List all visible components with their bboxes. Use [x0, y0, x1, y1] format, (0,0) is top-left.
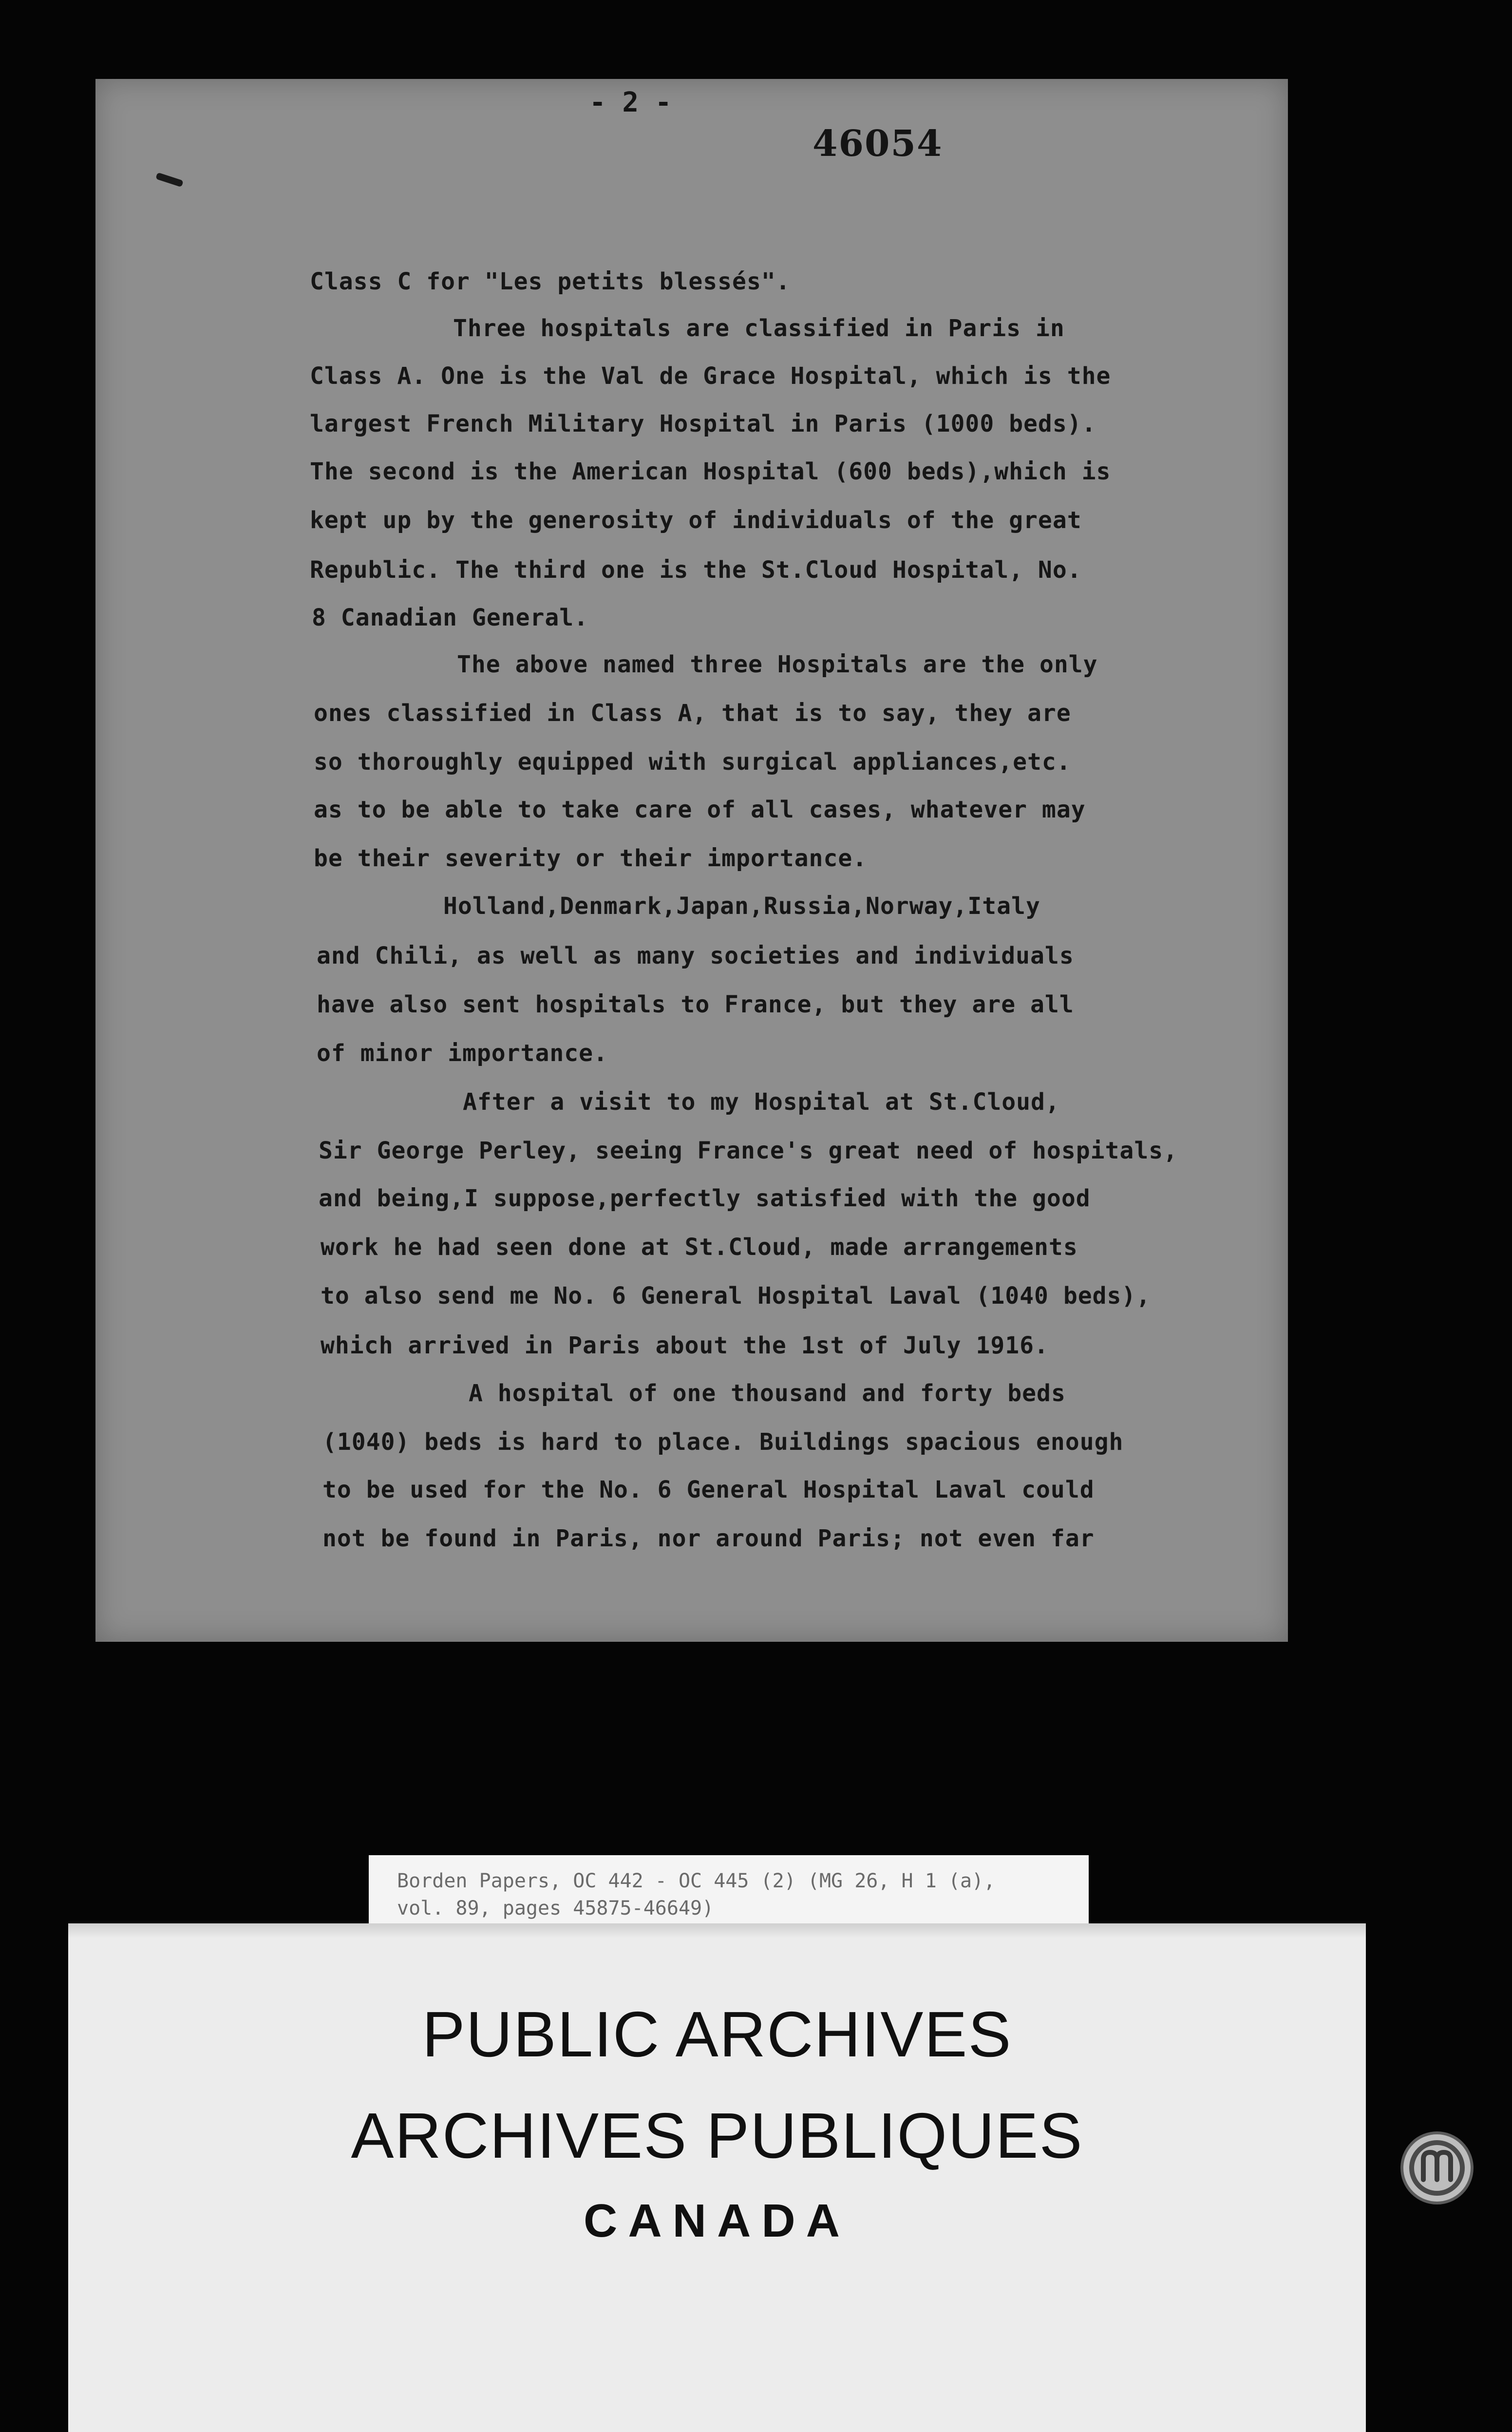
- typed-line: Sir George Perley, seeing France's great need of hospitals,: [319, 1137, 1178, 1164]
- typed-line: be their severity or their importance.: [314, 845, 868, 872]
- typed-line: The above named three Hospitals are the only: [457, 651, 1098, 678]
- archive-heading-french: ARCHIVES PUBLIQUES: [351, 2100, 1083, 2171]
- typed-line: which arrived in Paris about the 1st of July 1916.: [321, 1332, 1049, 1359]
- typed-line: work he had seen done at St.Cloud, made arrangements: [321, 1234, 1078, 1261]
- typed-line: A hospital of one thousand and forty beds: [469, 1380, 1066, 1407]
- archives-seal-icon: [1398, 2129, 1476, 2207]
- folio-number: 46054: [813, 123, 943, 165]
- typed-line: Republic. The third one is the St.Cloud Hospital, No.: [310, 556, 1082, 584]
- typed-line: 8 Canadian General.: [312, 604, 589, 631]
- typed-line: as to be able to take care of all cases, whatever may: [314, 796, 1086, 823]
- card-edge: [68, 1923, 1366, 1938]
- typed-line: Three hospitals are classified in Paris in: [453, 315, 1065, 342]
- reference-label-line-2: vol. 89, pages 45875-46649): [397, 1897, 714, 1919]
- typed-line: so thoroughly equipped with surgical appliances,etc.: [314, 748, 1071, 776]
- typed-line: The second is the American Hospital (600 beds),which is: [310, 458, 1111, 485]
- typed-line: of minor importance.: [317, 1040, 608, 1067]
- reference-label-line-1: Borden Papers, OC 442 - OC 445 (2) (MG 26, H 1 (a),: [397, 1870, 996, 1892]
- archive-heading-english: PUBLIC ARCHIVES: [422, 1998, 1012, 2070]
- typed-line: and being,I suppose,perfectly satisfied with the good: [319, 1185, 1091, 1212]
- typed-line: Class C for "Les petits blessés".: [310, 268, 791, 295]
- typed-line: to also send me No. 6 General Hospital Laval (1040 beds),: [321, 1282, 1151, 1310]
- typed-line: largest French Military Hospital in Paris (1000 beds).: [310, 410, 1096, 437]
- archive-heading-country: CANADA: [584, 2195, 850, 2247]
- typed-line: to be used for the No. 6 General Hospital Laval could: [322, 1476, 1095, 1503]
- typed-line: have also sent hospitals to France, but they are all: [317, 991, 1074, 1018]
- reference-label: [369, 1855, 1089, 1933]
- typed-line: (1040) beds is hard to place. Buildings spacious enough: [322, 1428, 1124, 1456]
- typed-line: kept up by the generosity of individuals of the great: [310, 507, 1082, 534]
- page-number: - 2 -: [589, 87, 672, 118]
- typed-line: and Chili, as well as many societies and individuals: [317, 942, 1074, 969]
- archive-card: [68, 1923, 1366, 2432]
- typed-line: After a visit to my Hospital at St.Cloud,: [463, 1088, 1060, 1116]
- typed-line: Class A. One is the Val de Grace Hospital, which is the: [310, 362, 1111, 390]
- typed-line: Holland,Denmark,Japan,Russia,Norway,Italy: [443, 893, 1040, 920]
- typed-line: not be found in Paris, nor around Paris; not even far: [322, 1525, 1095, 1552]
- typed-line: ones classified in Class A, that is to say, they are: [314, 700, 1071, 727]
